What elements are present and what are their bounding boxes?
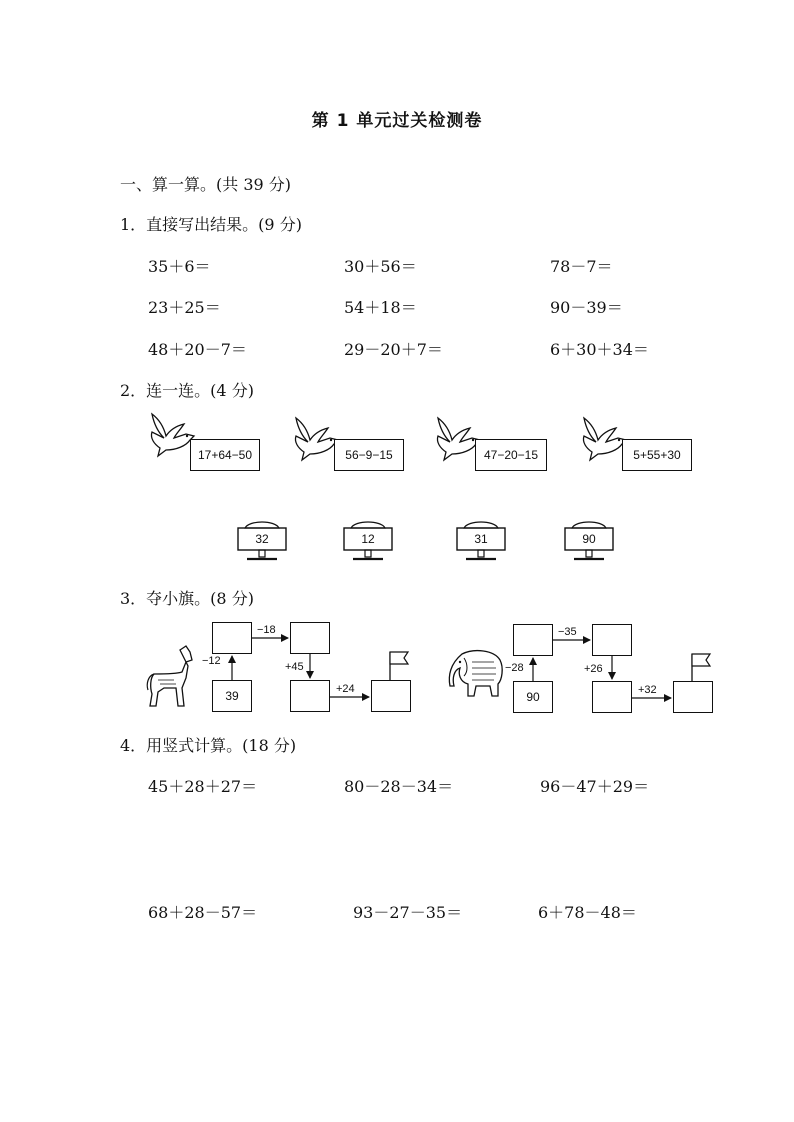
operation-label: +24	[336, 683, 355, 695]
operation-label: +45	[285, 661, 304, 673]
expression-card: 5+55+30	[622, 439, 692, 471]
answer-number: 12	[361, 532, 375, 546]
operation-label: −35	[558, 626, 577, 638]
answer-number: 32	[255, 532, 269, 546]
page-title: 第 1 单元过关检测卷	[311, 111, 483, 131]
answer-number: 31	[474, 532, 488, 546]
q1-equation: 35＋6＝	[148, 257, 211, 276]
q1-equation: 29－20＋7＝	[344, 340, 443, 359]
q1-equation: 6＋30＋34＝	[550, 340, 649, 359]
vertical-calc-problem: 68＋28－57＝	[148, 903, 258, 922]
expression-card: 56−9−15	[334, 439, 404, 471]
vertical-calc-problem: 96－47＋29＝	[540, 777, 650, 796]
flag-start-box: 90	[513, 681, 553, 713]
q1-equation: 30＋56＝	[344, 257, 417, 276]
operation-label: −18	[257, 624, 276, 636]
question-4-label: 4．用竖式计算。(18 分)	[120, 736, 297, 755]
q1-equation: 48＋20－7＝	[148, 340, 247, 359]
flag-start-box: 39	[212, 680, 252, 712]
operation-label: −12	[202, 655, 221, 667]
q1-equation: 54＋18＝	[344, 298, 417, 317]
answer-number: 90	[582, 532, 596, 546]
vertical-calc-problem: 80－28－34＝	[344, 777, 454, 796]
section-one-heading: 一、算一算。(共 39 分)	[120, 175, 292, 194]
question-2-label: 2．连一连。(4 分)	[120, 381, 254, 400]
operation-label: +26	[584, 663, 603, 675]
question-3-label: 3．夺小旗。(8 分)	[120, 589, 254, 608]
vertical-calc-problem: 93－27－35＝	[353, 903, 463, 922]
q1-equation: 78－7＝	[550, 257, 613, 276]
operation-label: −28	[505, 662, 524, 674]
vertical-calc-problem: 45＋28＋27＝	[148, 777, 258, 796]
expression-card: 47−20−15	[475, 439, 547, 471]
operation-label: +32	[638, 684, 657, 696]
question-1-label: 1．直接写出结果。(9 分)	[120, 215, 302, 234]
expression-card: 17+64−50	[190, 439, 260, 471]
q1-equation: 90－39＝	[550, 298, 623, 317]
vertical-calc-problem: 6＋78－48＝	[538, 903, 637, 922]
q1-equation: 23＋25＝	[148, 298, 221, 317]
